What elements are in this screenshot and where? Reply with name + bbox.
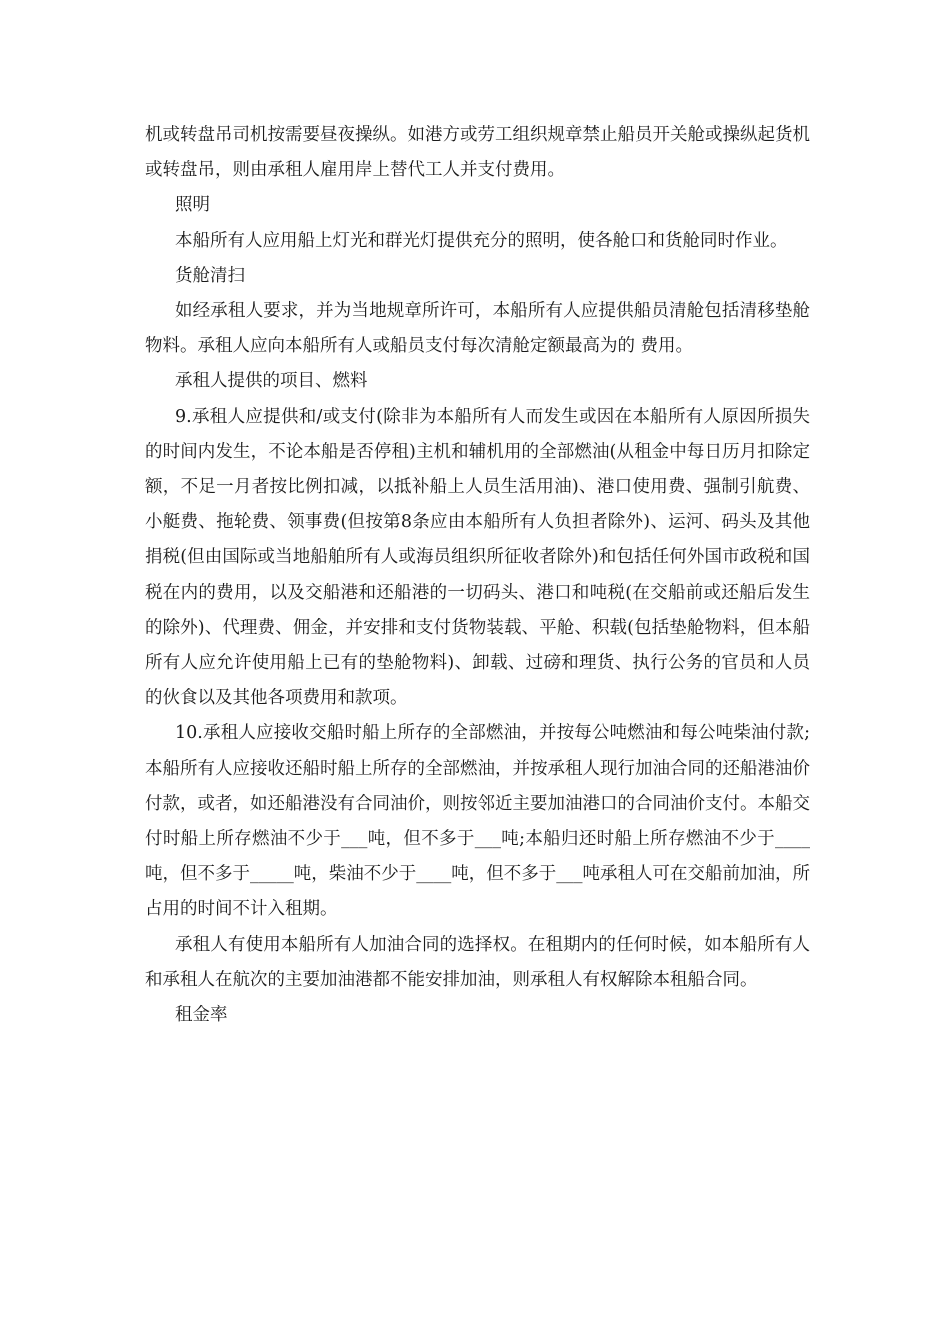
paragraph-clause-9: 9.承租人应提供和/或支付(除非为本船所有人而发生或因在本船所有人原因所损失的时间内发生，不论本船是否停租)主机和辅机用的全部燃油(从租金中每日历月扣除定额，不足一月者按比例扣减，以抵补船上人员生活用油)、港口使用费、强制引航费、小艇费、拖轮费、领事费(但按第8条应由本船所有人负担者除外)、运河、码头及其他捐税(但由国际或当地船舶所有人或海员组织所征收者除外)和包括任何外国市政税和国税在内的费用，以及交船港和还船港的一切码头、港口和吨税(在交船前或还船后发生的除外)、代理费、佣金，并安排和支付货物装载、平舱、积载(包括垫舱物料，但本船所有人应允许使用船上已有的垫舱物料)、卸载、过磅和理货、执行公务的官员和人员的伙食以及其他各项费用和款项。 [145,406,810,709]
section-heading-hire-rate: 租金率 [175,1005,228,1026]
paragraph-bunker-option: 承租人有使用本船所有人加油合同的选择权。在租期内的任何时候，如本船所有人和承租人在航次的主要加油港都不能安排加油，则承租人有权解除本租船合同。 [145,934,810,990]
document-body [145,118,810,1033]
paragraph-lighting: 本船所有人应用船上灯光和群光灯提供充分的照明，使各舱口和货舱同时作业。 [175,230,788,251]
paragraph-hold-cleaning: 如经承租人要求，并为当地规章所许可，本船所有人应提供船员清舱包括清移垫舱物料。承租人应向本船所有人或船员支付每次清舱定额最高为的 费用。 [145,301,810,357]
paragraph-crane-operation: 机或转盘吊司机按需要昼夜操纵。如港方或劳工组织规章禁止船员开关舱或操纵起货机或转盘吊，则由承租人雇用岸上替代工人并支付费用。 [145,125,810,181]
section-heading-charterer-items: 承租人提供的项目、燃料 [175,371,368,392]
section-heading-hold-cleaning: 货舱清扫 [175,265,245,286]
paragraph-clause-10: 10.承租人应接收交船时船上所存的全部燃油，并按每公吨燃油和每公吨柴油付款;本船所有人应接收还船时船上所存的全部燃油，并按承租人现行加油合同的还船港油价付款，或者，如还船港没有合同油价，则按邻近主要加油港口的合同油价支付。本船交付时船上所存燃油不少于___吨，但不多于___吨;本船归还时船上所存燃油不少于____吨，但不多于_____吨，柴油不少于____吨，但不多于___吨承租人可在交船前加油，所占用的时间不计入租期。 [145,723,810,920]
section-heading-lighting: 照明 [175,195,210,216]
